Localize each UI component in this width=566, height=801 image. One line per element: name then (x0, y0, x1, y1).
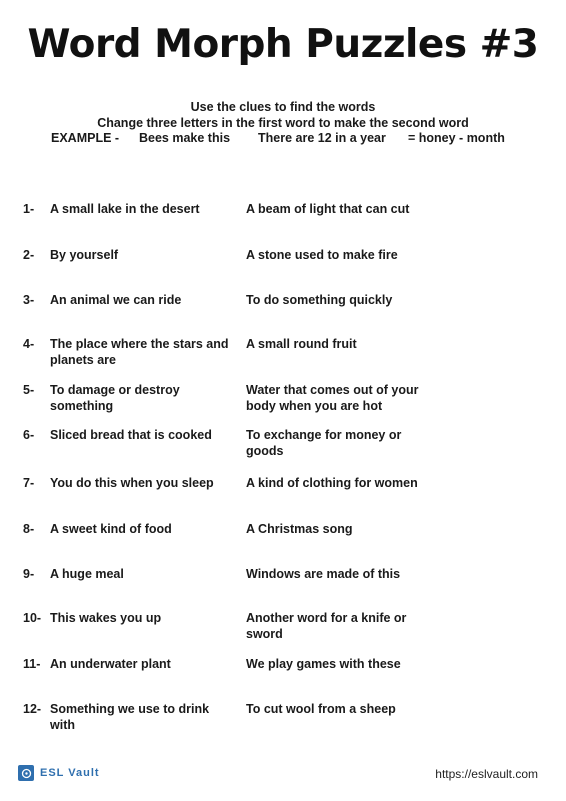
vault-icon (18, 765, 34, 781)
puzzle-clue-first: The place where the stars and planets are (50, 337, 229, 367)
puzzle-number: 1- (23, 202, 35, 216)
puzzle-number: 8- (23, 522, 35, 536)
puzzle-number: 9- (23, 567, 35, 581)
puzzle-clue-second: A Christmas song (246, 522, 353, 536)
instruction-line-1: Use the clues to find the words (190, 100, 376, 114)
puzzle-clue-first: Something we use to drink with (50, 702, 210, 732)
puzzle-clue-first: A small lake in the desert (50, 202, 200, 216)
example-label: EXAMPLE - (51, 131, 120, 145)
puzzle-clue-first: Sliced bread that is cooked (50, 428, 212, 442)
puzzle-clue-first: A huge meal (50, 567, 124, 581)
puzzle-clue-first: An animal we can ride (50, 293, 182, 307)
puzzle-clue-second: We play games with these (246, 657, 401, 671)
puzzle-number: 12- (23, 702, 42, 716)
esl-vault-logo[interactable] (18, 765, 100, 781)
puzzle-clue-second: Windows are made of this (246, 567, 401, 581)
puzzle-clue-first: This wakes you up (50, 611, 162, 625)
puzzle-clue-second: A kind of clothing for women (246, 476, 418, 490)
site-url-link[interactable]: https://eslvault.com (435, 767, 538, 781)
puzzle-clue-first: By yourself (50, 248, 119, 262)
logo-text: ESL Vault (40, 767, 100, 779)
puzzle-clue-first: You do this when you sleep (50, 476, 214, 490)
example-clue-1: Bees make this (139, 131, 231, 145)
puzzle-number: 4- (23, 337, 35, 351)
puzzle-clue-second: Water that comes out of your body when you are hot (246, 383, 419, 413)
puzzle-number: 3- (23, 293, 35, 307)
instructions (0, 99, 566, 131)
puzzle-number: 5- (23, 383, 35, 397)
puzzle-clue-second: To do something quickly (246, 293, 393, 307)
puzzle-clue-second: A stone used to make fire (246, 248, 398, 262)
puzzle-clue-first: A sweet kind of food (50, 522, 172, 536)
puzzle-clue-second: Another word for a knife or sword (246, 611, 407, 641)
example-answer: = honey - month (408, 131, 505, 145)
puzzle-clue-second: A small round fruit (246, 337, 357, 351)
puzzle-number: 6- (23, 428, 35, 442)
example-clue-2: There are 12 in a year (258, 131, 386, 145)
puzzle-number: 11- (23, 657, 41, 671)
puzzle-number: 7- (23, 476, 35, 490)
puzzle-clue-second: To exchange for money or goods (246, 428, 402, 458)
puzzle-clue-second: A beam of light that can cut (246, 202, 410, 216)
puzzle-clue-first: To damage or destroy something (50, 383, 180, 413)
puzzle-number: 2- (23, 248, 35, 262)
instruction-line-2: Change three letters in the first word to make the second word (97, 116, 469, 130)
puzzle-clue-second: To cut wool from a sheep (246, 702, 396, 716)
puzzle-number: 10- (23, 611, 42, 625)
page-title: Word Morph Puzzles #3 (27, 22, 539, 67)
puzzle-clue-first: An underwater plant (50, 657, 171, 671)
